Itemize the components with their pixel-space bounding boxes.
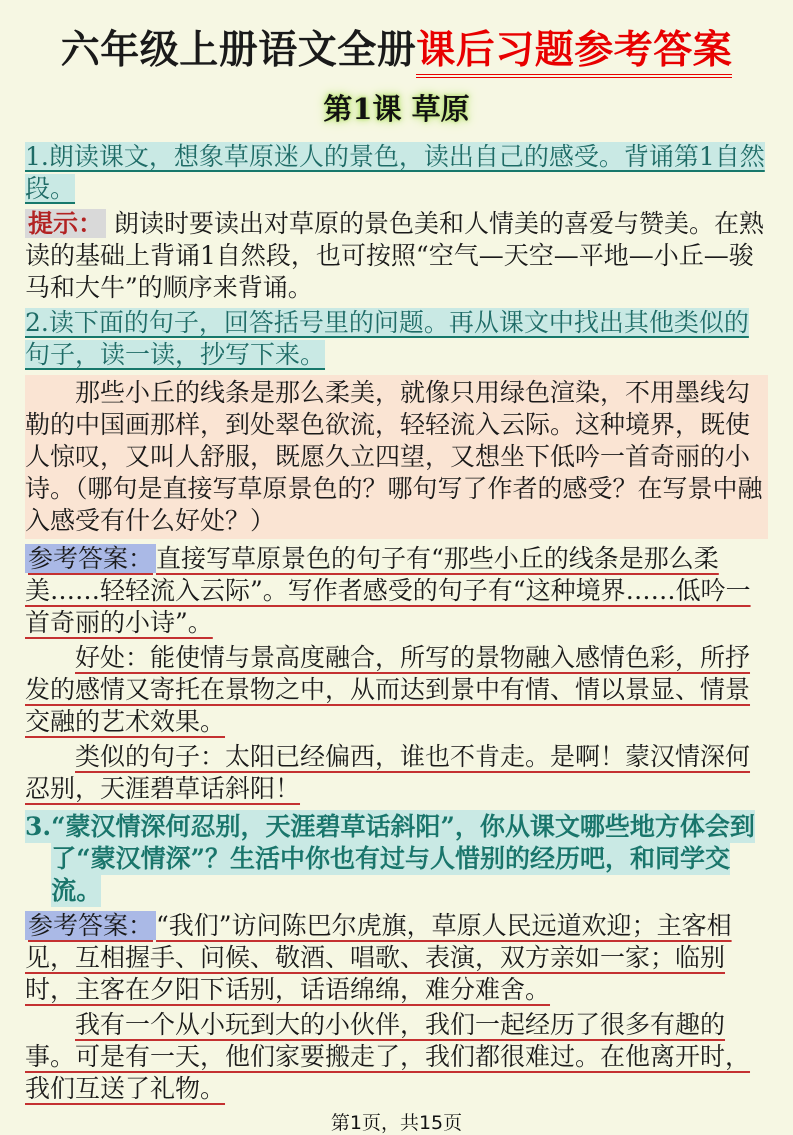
answer-2-text: “我们”访问陈巴尔虎旗，草原人民远道欢迎；主客相见，互相握手、问候、敬酒、唱歌、表演，双方亲如一家；临别时，主客在夕阳下话别，话语绵绵，难分难舍。 (25, 910, 732, 1004)
page-number-footer: 第1页，共15页 (330, 1111, 463, 1134)
tip-text: 朗读时要读出对草原的景色美和人情美的喜爱与赞美。在熟读的基础上背诵1自然段，也可按照“空气—天空—平地—小丘—骏马和大牛”的顺序来背诵。 (25, 208, 764, 302)
page-title-red-part: 课后习题参考答案 (416, 27, 732, 78)
question-2-text: 2.读下面的句子，回答括号里的问题。再从课文中找出其他类似的句子，读一读，抄写下来。 (25, 307, 749, 369)
answer-1-benefit: 好处：能使情与景高度融合，所写的景物融入感情色彩，所抒发的感情又寄托在景物之中，从而达到景中有情、情以景显、情景交融的艺术效果。 (25, 642, 751, 736)
question-1-text: 1.朗读课文，想象草原迷人的景色，读出自己的感受。背诵第1自然段。 (25, 141, 765, 203)
tip-label: 提示： (25, 209, 106, 238)
answer-2-extra: 我有一个从小玩到大的小伙伴，我们一起经历了很多有趣的事。可是有一天，他们家要搬走了，我们都很难过。在他离开时，我们互送了礼物。 (25, 1009, 751, 1103)
answer-2 (25, 910, 768, 1006)
page-title (25, 26, 768, 75)
question-1 (25, 141, 768, 205)
document-body (25, 138, 768, 1108)
answer-1-similar-sentences: 类似的句子：太阳已经偏西，谁也不肯走。是啊！蒙汉情深何忍别，天涯碧草话斜阳！ (25, 741, 751, 803)
answer-1 (25, 543, 768, 639)
tip-paragraph (25, 208, 768, 304)
answer-2-label: 参考答案： (25, 911, 156, 940)
page-title-black-part: 六年级上册语文全册 (60, 27, 417, 73)
question-2 (25, 307, 768, 371)
answer-1-text: 直接写草原景色的句子有“那些小丘的线条是那么柔美……轻轻流入云际”。写作者感受的句子有“这种境界……低吟一首奇丽的小诗”。 (25, 543, 751, 637)
question-3 (25, 811, 768, 907)
question-3-text: 3.“蒙汉情深何忍别，天涯碧草话斜阳”，你从课文哪些地方体会到了“蒙汉情深”？生活中你也有过与人惜别的经历吧，和同学交流。 (25, 811, 755, 905)
quoted-passage: 那些小丘的线条是那么柔美，就像只用绿色渲染，不用墨线勾勒的中国画那样，到处翠色欲流，轻轻流入云际。这种境界，既使人惊叹，又叫人舒服，既愿久立四望，又想坐下低吟一首奇丽的小诗。（哪句是直接写草原景色的？哪句写了作者的感受？在写景中融入感受有什么好处？） (25, 375, 768, 539)
answer-1-label: 参考答案： (25, 544, 156, 573)
lesson-title: 第1课 草原 (323, 91, 470, 126)
